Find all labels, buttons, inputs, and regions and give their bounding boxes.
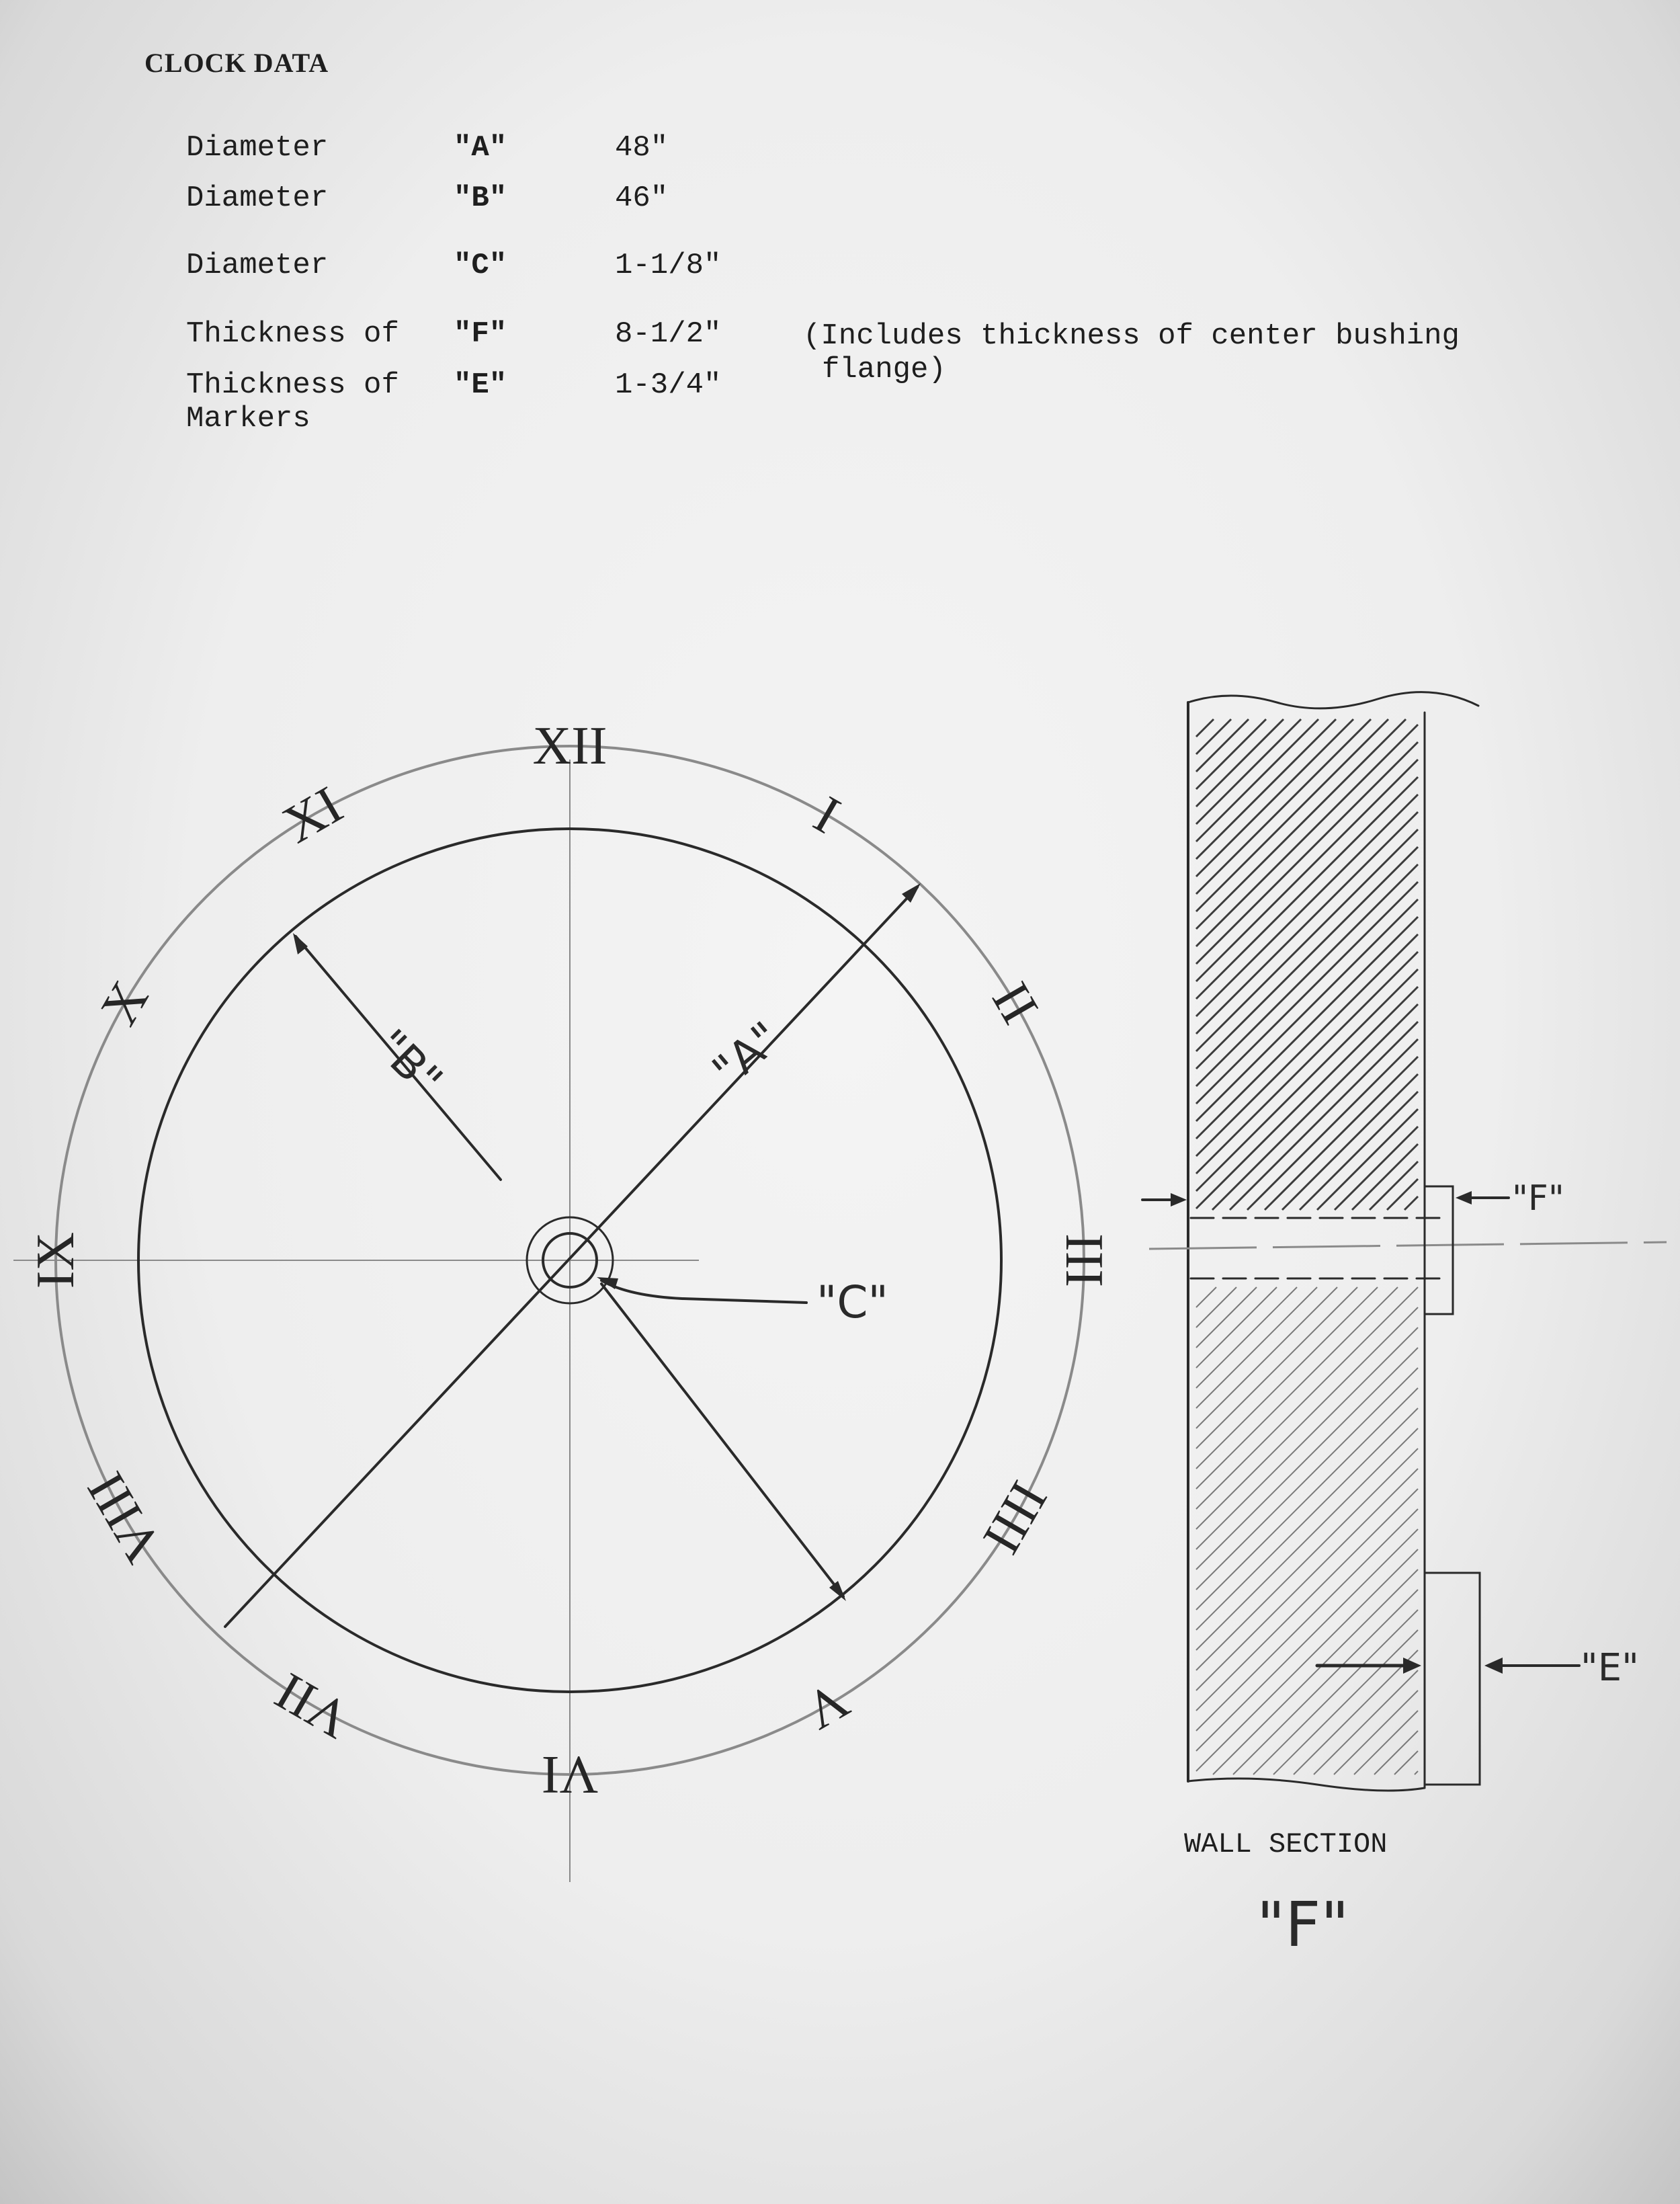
wall-section-title: WALL SECTION xyxy=(1184,1828,1388,1861)
row-1-code: "A" xyxy=(454,131,507,165)
row-5-value: 1-3/4" xyxy=(615,368,722,402)
hatch-line xyxy=(1374,1731,1418,1774)
hatch-line xyxy=(1196,934,1418,1156)
marker-e-outline xyxy=(1425,1573,1480,1785)
hatch-line xyxy=(1196,719,1318,842)
hatch-line xyxy=(1196,1408,1418,1630)
hatch-line xyxy=(1335,1127,1418,1210)
hatch-line xyxy=(1196,1287,1418,1509)
numeral-ii: II xyxy=(980,973,1050,1034)
numeral-v: V xyxy=(795,1670,859,1742)
hatch-line xyxy=(1196,1287,1378,1469)
row-1-label: Diameter xyxy=(186,131,329,165)
hatch-line xyxy=(1352,1144,1418,1210)
row-2-value: 46" xyxy=(615,181,669,215)
row-4-value: 8-1/2" xyxy=(615,317,722,351)
hatch-line xyxy=(1294,1650,1418,1774)
hatch-line xyxy=(1196,1287,1257,1348)
hatch-line xyxy=(1196,1287,1297,1388)
hatch-line xyxy=(1196,719,1284,807)
hatch-line xyxy=(1196,719,1231,754)
wall-hatching-upper xyxy=(1196,719,1418,1210)
hatch-line xyxy=(1314,1670,1418,1774)
label-a: "A" xyxy=(702,1012,791,1098)
wall-top-break xyxy=(1188,692,1478,708)
numeral-xi: XI xyxy=(273,775,353,855)
bushing-note-line-2: flange) xyxy=(822,353,946,386)
hatch-line xyxy=(1196,719,1336,859)
hatch-line xyxy=(1196,1428,1418,1650)
hatch-line xyxy=(1282,1074,1418,1210)
hatch-line xyxy=(1196,719,1266,789)
hatch-line xyxy=(1196,1529,1418,1751)
hatch-line xyxy=(1196,864,1418,1086)
numeral-vi: VI xyxy=(541,1745,599,1804)
row-5-label: Thickness of xyxy=(186,368,399,402)
hatch-line xyxy=(1196,719,1301,824)
hatch-line xyxy=(1196,1448,1418,1670)
numeral-iiii: IIII xyxy=(971,1471,1059,1563)
hatch-line xyxy=(1247,1039,1418,1210)
dimension-a-line xyxy=(225,887,917,1627)
row-3-code: "C" xyxy=(454,249,507,282)
hatch-line xyxy=(1196,1489,1418,1711)
hatch-line xyxy=(1196,777,1418,999)
dimension-b-arrowhead xyxy=(293,933,308,954)
hatch-line xyxy=(1253,1610,1418,1774)
hatch-line xyxy=(1196,1469,1418,1690)
hatch-line xyxy=(1196,760,1418,981)
hatch-line xyxy=(1196,794,1418,1016)
wall-axis-line xyxy=(1149,1242,1667,1249)
row-4-code: "F" xyxy=(454,317,507,351)
numeral-iii: III xyxy=(1054,1233,1114,1287)
hatch-line xyxy=(1196,1287,1317,1408)
hatch-line xyxy=(1415,1771,1418,1774)
label-b: "B" xyxy=(365,1019,453,1107)
hatch-line xyxy=(1387,1179,1418,1210)
hatch-line xyxy=(1196,719,1353,876)
row-2-label: Diameter xyxy=(186,181,329,215)
hatch-line xyxy=(1300,1092,1418,1210)
hatch-line xyxy=(1196,1509,1418,1731)
wall-bottom-break xyxy=(1188,1779,1425,1791)
row-1-value: 48" xyxy=(615,131,669,165)
hatch-line xyxy=(1196,1287,1357,1448)
hatch-line xyxy=(1196,882,1418,1104)
hatch-line xyxy=(1196,725,1418,946)
numeral-x: X xyxy=(89,971,161,1035)
hatch-line xyxy=(1196,1287,1216,1307)
hatch-line xyxy=(1196,952,1418,1174)
hatch-line xyxy=(1334,1690,1418,1774)
hatch-line xyxy=(1196,1287,1277,1368)
hatch-line xyxy=(1354,1711,1418,1774)
wall-label-f: "F" xyxy=(1512,1178,1564,1219)
hatch-line xyxy=(1230,1022,1418,1210)
numeral-vii: VII xyxy=(265,1661,360,1750)
hatch-line xyxy=(1212,1004,1418,1210)
row-5-code: "E" xyxy=(454,368,507,402)
hatch-line xyxy=(1196,1287,1337,1428)
wall-hatching-lower xyxy=(1196,1287,1418,1774)
numeral-i: I xyxy=(804,784,850,846)
hatch-line xyxy=(1196,969,1418,1191)
page-heading: CLOCK DATA xyxy=(144,48,329,78)
hatch-line xyxy=(1196,1388,1418,1610)
hatch-line xyxy=(1404,1196,1418,1210)
hatch-line xyxy=(1233,1590,1418,1774)
numeral-ix: IX xyxy=(26,1231,85,1289)
numeral-xii: XII xyxy=(532,717,607,776)
radius-lower-right-line xyxy=(601,1284,843,1596)
label-c: "C" xyxy=(816,1276,888,1328)
hatch-line xyxy=(1196,742,1418,964)
hatch-line xyxy=(1213,1569,1418,1774)
hatch-line xyxy=(1196,829,1418,1051)
hatch-line xyxy=(1196,1368,1418,1590)
bushing-flange xyxy=(1425,1186,1453,1314)
hatch-line xyxy=(1196,1549,1418,1771)
hatch-line xyxy=(1196,719,1406,929)
wall-section xyxy=(1142,692,1667,1961)
row-4-label: Thickness of xyxy=(186,317,399,351)
bushing-note-line-1: (Includes thickness of center bushing xyxy=(803,319,1460,353)
hatch-line xyxy=(1196,719,1388,911)
wall-label-e: "E" xyxy=(1581,1646,1639,1690)
hatch-line xyxy=(1196,719,1214,737)
hatch-line xyxy=(1196,1307,1418,1529)
hatch-line xyxy=(1196,1287,1236,1328)
hatch-line xyxy=(1196,987,1418,1209)
hatch-line xyxy=(1196,917,1418,1139)
dimension-c-arrowhead xyxy=(597,1277,618,1289)
hatch-line xyxy=(1394,1751,1418,1774)
row-3-value: 1-1/8" xyxy=(615,249,722,282)
dimension-c-leader xyxy=(601,1280,806,1303)
row-2-code: "B" xyxy=(454,181,507,215)
wall-section-label: "F" xyxy=(1257,1889,1349,1961)
hatch-line xyxy=(1196,1348,1418,1569)
hatch-line xyxy=(1196,812,1418,1034)
hatch-line xyxy=(1196,899,1418,1121)
row-5-label-line2: Markers xyxy=(186,402,310,436)
hatch-line xyxy=(1196,1328,1418,1549)
numeral-viii: VIII xyxy=(75,1462,174,1573)
row-3-label: Diameter xyxy=(186,249,329,282)
hatch-line xyxy=(1196,847,1418,1069)
